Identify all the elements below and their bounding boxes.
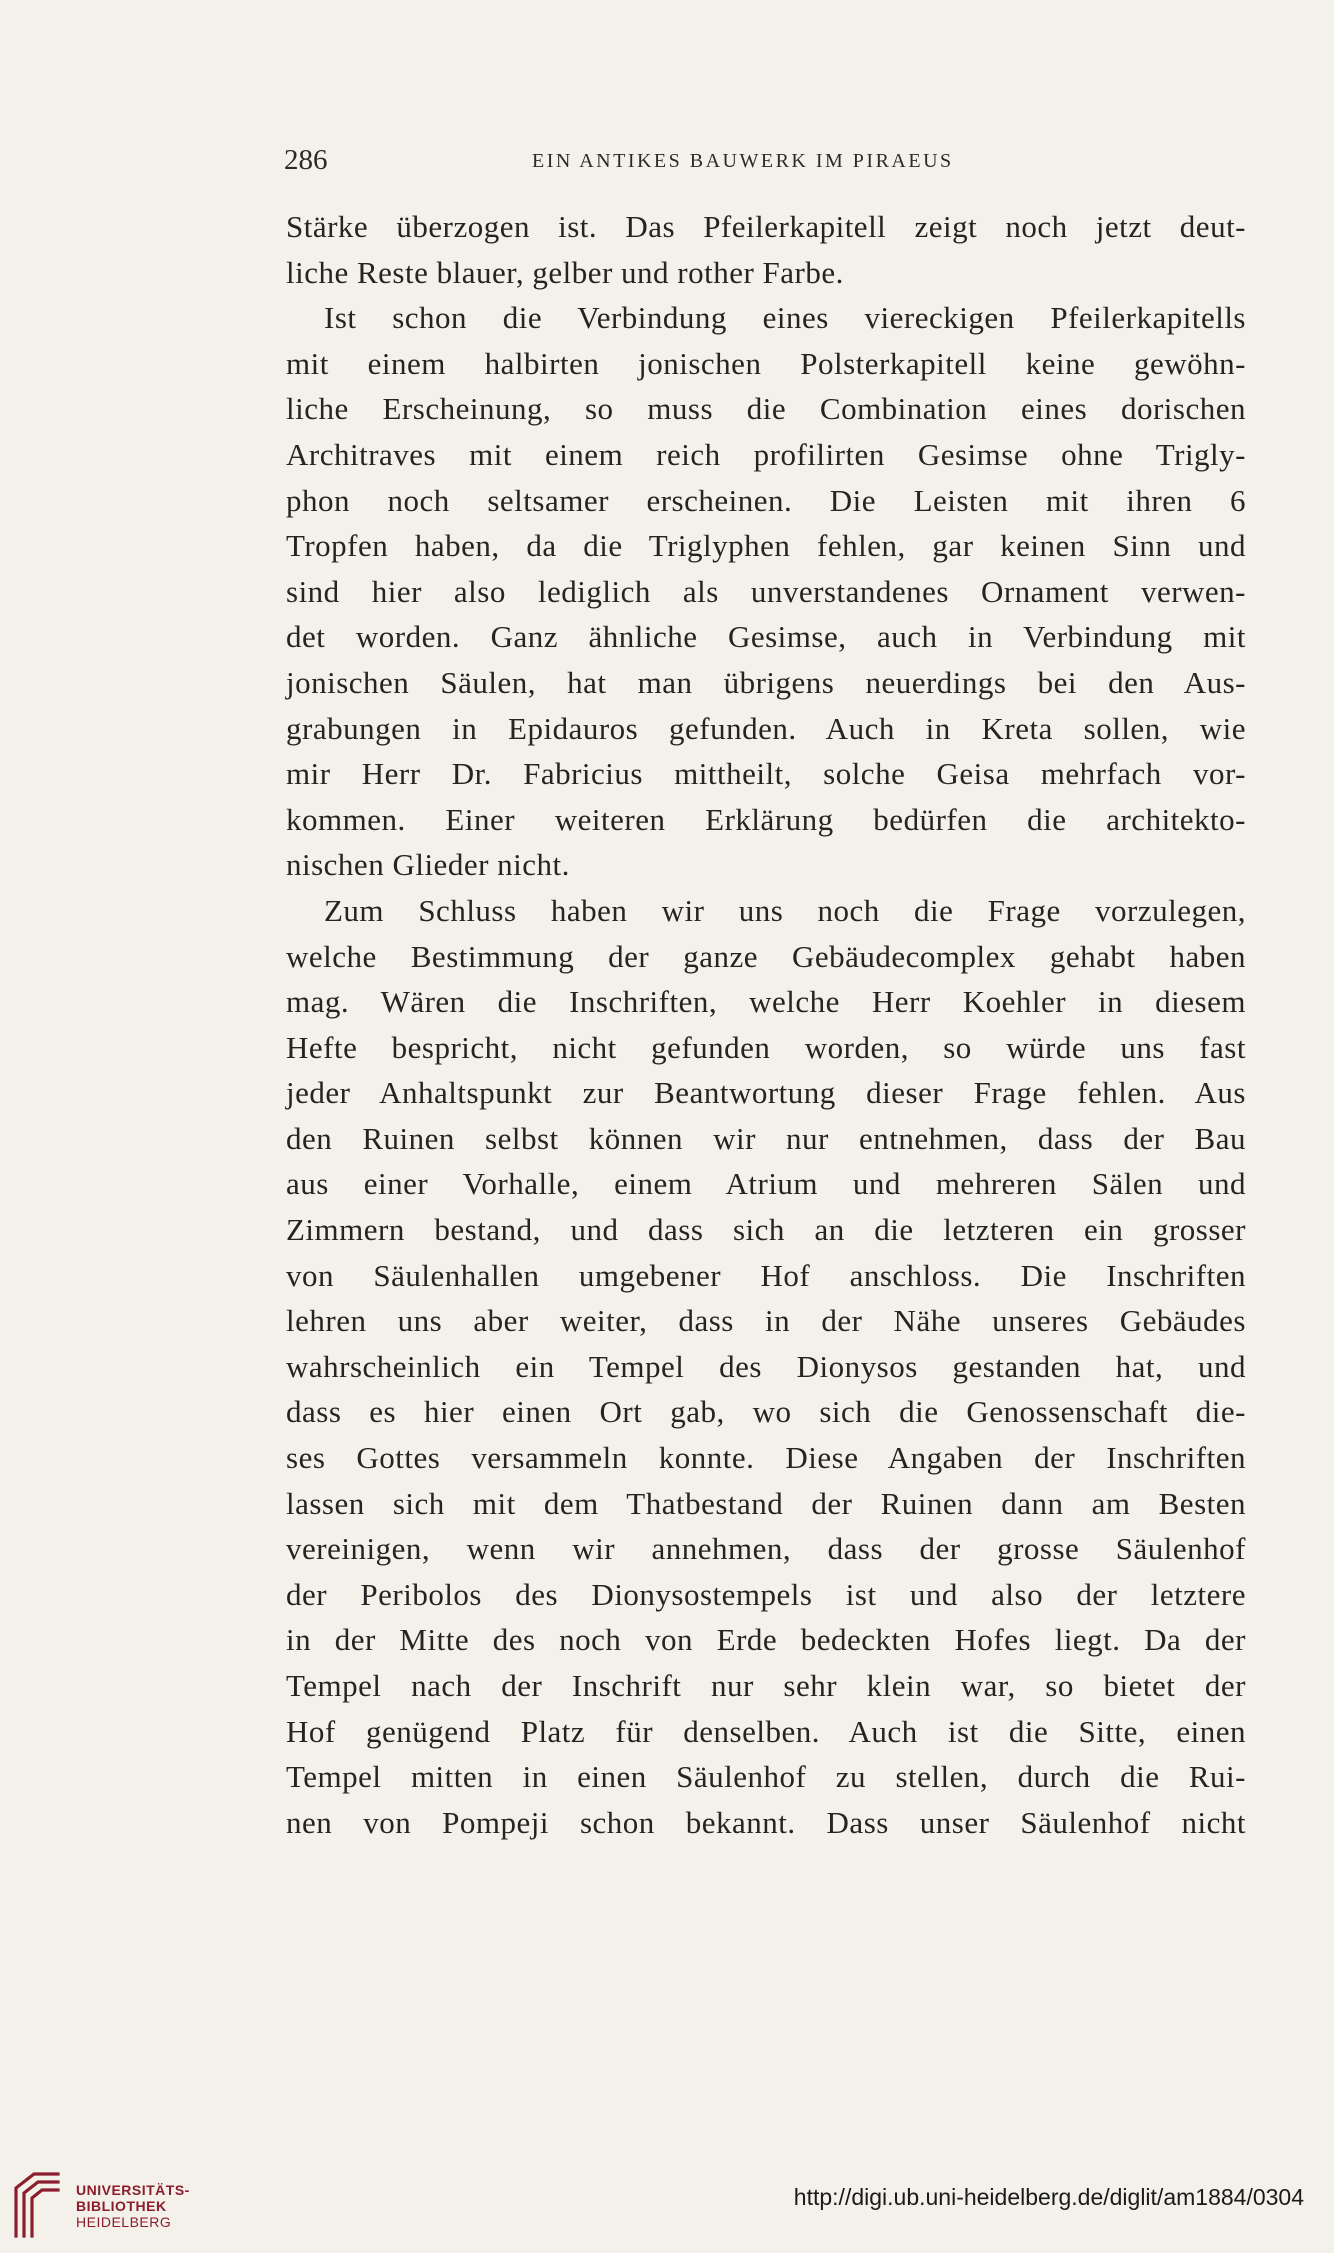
library-name — [76, 2182, 190, 2230]
text-line: welche Bestimmung der ganze Gebäudecomplex gehabt haben — [286, 938, 1246, 974]
university-library-heidelberg-logo-icon — [10, 2168, 64, 2240]
text-line: nischen Glieder nicht. — [286, 847, 570, 883]
source-url-link[interactable]: http://digi.ub.uni-heidelberg.de/diglit/am1884/0304 — [793, 2184, 1304, 2210]
text-line: jeder Anhaltspunkt zur Beantwortung dieser Frage fehlen. Aus — [286, 1075, 1246, 1111]
text-line: kommen. Einer weiteren Erklärung bedürfen die architekto- — [286, 801, 1246, 837]
text-line: der Peribolos des Dionysostempels ist und also der letztere — [286, 1576, 1246, 1612]
footer — [0, 2160, 1334, 2253]
running-title: EIN ANTIKES BAUWERK IM PIRAEUS — [532, 150, 954, 172]
text-line: lassen sich mit dem Thatbestand der Ruinen dann am Besten — [286, 1485, 1246, 1521]
text-line: aus einer Vorhalle, einem Atrium und mehreren Sälen und — [286, 1166, 1246, 1202]
text-line: jonischen Säulen, hat man übrigens neuerdings bei den Aus- — [286, 664, 1246, 700]
page-header — [278, 140, 1248, 180]
text-line: Hefte bespricht, nicht gefunden worden, so würde uns fast — [286, 1029, 1246, 1065]
text-line: dass es hier einen Ort gab, wo sich die Genossenschaft die- — [286, 1394, 1246, 1430]
text-line: in der Mitte des noch von Erde bedeckten Hofes liegt. Da der — [286, 1622, 1246, 1658]
text-line: Stärke überzogen ist. Das Pfeilerkapitell zeigt noch jetzt deut- — [286, 209, 1246, 244]
text-line: den Ruinen selbst können wir nur entnehmen, dass der Bau — [286, 1120, 1246, 1156]
text-line: mir Herr Dr. Fabricius mittheilt, solche Geisa mehrfach vor- — [286, 756, 1246, 792]
library-name-line: BIBLIOTHEK — [76, 2198, 167, 2214]
text-line: von Säulenhallen umgebener Hof anschloss. Die Inschriften — [286, 1257, 1246, 1293]
text-line: det worden. Ganz ähnliche Gesimse, auch in Verbindung mit — [286, 619, 1246, 655]
text-line: lehren uns aber weiter, dass in der Nähe unseres Gebäudes — [286, 1303, 1246, 1339]
page-number: 286 — [284, 144, 328, 176]
text-line: ses Gottes versammeln konnte. Diese Angaben der Inschriften — [286, 1440, 1246, 1476]
text-line: mit einem halbirten jonischen Polsterkapitell keine gewöhn- — [286, 345, 1246, 381]
text-line: Hof genügend Platz für denselben. Auch ist die Sitte, einen — [286, 1713, 1246, 1749]
text-line: mag. Wären die Inschriften, welche Herr Koehler in diesem — [286, 984, 1246, 1020]
text-line: Architraves mit einem reich profilirten Gesimse ohne Trigly- — [286, 436, 1246, 472]
text-line: phon noch seltsamer erscheinen. Die Leisten mit ihren 6 — [286, 482, 1246, 518]
text-line: grabungen in Epidauros gefunden. Auch in Kreta sollen, wie — [286, 710, 1246, 746]
text-line: liche Reste blauer, gelber und rother Farbe. — [286, 254, 844, 290]
text-line: Tropfen haben, da die Triglyphen fehlen, gar keinen Sinn und — [286, 528, 1246, 564]
text-line: wahrscheinlich ein Tempel des Dionysos gestanden hat, und — [286, 1348, 1246, 1384]
library-name-line: UNIVERSITÄTS- — [76, 2182, 190, 2198]
text-line: Zum Schluss haben wir uns noch die Frage vorzulegen, — [324, 892, 1246, 928]
text-line: Ist schon die Verbindung eines viereckigen Pfeilerkapitells — [324, 300, 1246, 336]
text-line: vereinigen, wenn wir annehmen, dass der grosse Säulenhof — [286, 1531, 1246, 1567]
text-line: Zimmern bestand, und dass sich an die letzteren ein grosser — [286, 1212, 1246, 1248]
text-line: Tempel nach der Inschrift nur sehr klein war, so bietet der — [286, 1668, 1246, 1703]
text-line: nen von Pompeji schon bekannt. Dass unser Säulenhof nicht — [286, 1804, 1246, 1840]
body-text — [286, 204, 1246, 1845]
library-name-line: HEIDELBERG — [76, 2214, 172, 2230]
text-line: liche Erscheinung, so muss die Combination eines dorischen — [286, 391, 1246, 427]
text-line: sind hier also lediglich als unverstandenes Ornament verwen- — [286, 573, 1246, 609]
text-line: Tempel mitten in einen Säulenhof zu stellen, durch die Rui- — [286, 1759, 1246, 1795]
